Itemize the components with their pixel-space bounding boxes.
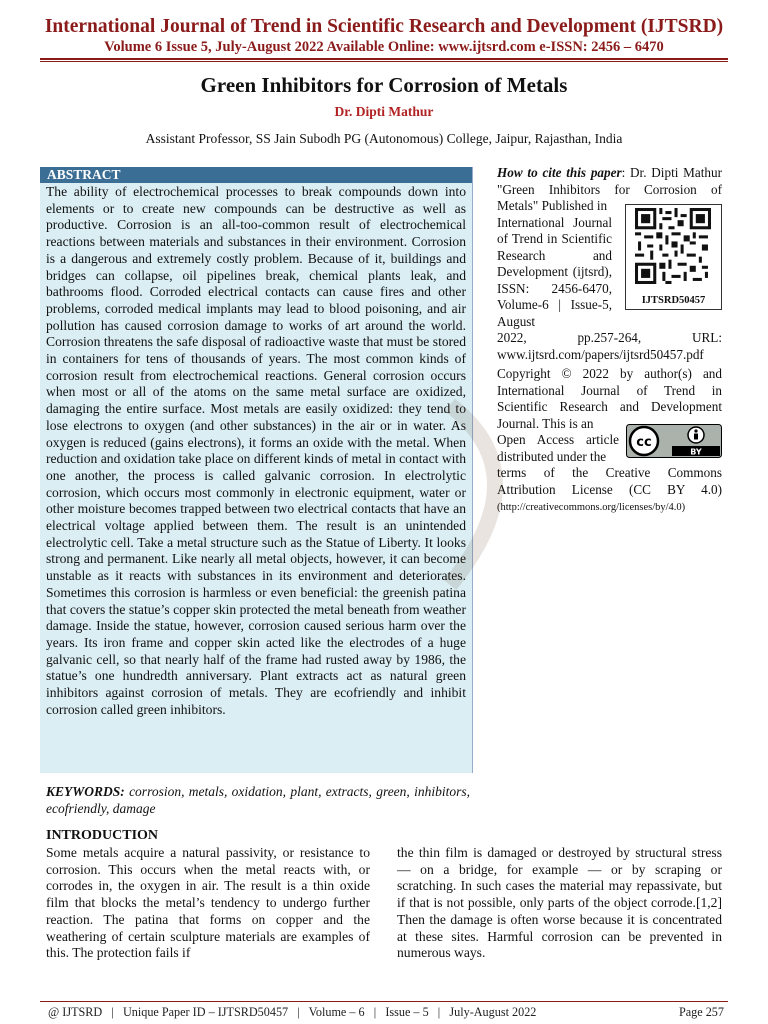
keywords-text: corrosion, metals, oxidation, plant, extracts, green, inhibitors, ecofriendly, damage: [46, 784, 470, 816]
introduction-heading: INTRODUCTION: [46, 828, 159, 843]
paper-title: Green Inhibitors for Corrosion of Metals: [200, 73, 568, 97]
copyright-rest: terms of the Creative Commons Attribution License (CC BY 4.0): [497, 465, 722, 497]
journal-name: International Journal of Trend in Scientific Research and Development (IJTSRD): [44, 16, 724, 37]
citation-rest: 2022, pp.257-264, URL: www.ijtsrd.com/papers/ijtsrd50457.pdf: [497, 330, 722, 362]
qr-code-icon: [635, 208, 711, 284]
page-number: Page 257: [678, 1005, 724, 1019]
cc-by-license-icon: [626, 424, 722, 458]
by-icon-text: BY: [690, 447, 702, 457]
cc-icon-text: cc: [636, 435, 652, 450]
footer-text: @ IJTSRD | Unique Paper ID – IJTSRD50457 | Volume – 6 | Issue – 5 | July-August 2022: [48, 1005, 537, 1019]
journal-seal-watermark-icon: [430, 395, 550, 595]
copyright-text: Copyright © 2022 by author(s) and International Journal of Trend in Scientific Research and Development Journal. This is an: [497, 366, 722, 431]
keywords-label: KEYWORDS:: [46, 784, 125, 799]
introduction-left-column: Some metals acquire a natural passivity, or resistance to corrosion. This occurs when the metal reacts with, or corrodes in, the oxygen in air. The result is a thin oxide film that blocks the metal’s tendency to undergo further reaction. The patina that forms on copper and the weathering of certain sculpture materials are examples of this. The protection fails if: [46, 845, 370, 961]
qr-code-label: IJTSRD50457: [641, 295, 706, 306]
keywords: [46, 783, 470, 817]
header-rule-thin: [40, 61, 728, 62]
citation-narrow: International Journal of Trend in Scientific Research and Development (ijtsrd), ISSN: 2456-6470, Volume-6 | Issue-5, August: [497, 214, 612, 329]
footer-rule: [40, 1001, 728, 1002]
citation-lead: : Dr. Dipti Mathur "Green Inhibitors for Corrosion of Metals" Published in: [497, 165, 722, 213]
header-rule: [40, 58, 728, 60]
copyright-narrow: Open Access article distributed under the: [497, 432, 619, 464]
page-footer: [48, 1005, 724, 1020]
introduction-right-column: the thin film is damaged or destroyed by structural stress — on a bridge, for example — or by scraping or scratching. In such cases the material may repassivate, but if that is not possible, only parts of the object corrode.[1,2] Then the damage is often worse because it is concentrated at these sites. Harmful corrosion can be prevented in numerous ways.: [397, 845, 722, 961]
author-affiliation: Assistant Professor, SS Jain Subodh PG (Autonomous) College, Jaipur, Rajasthan, India: [145, 131, 623, 146]
volume-info: Volume 6 Issue 5, July-August 2022 Available Online: www.ijtsrd.com e-ISSN: 2456 – 6470: [104, 39, 664, 55]
abstract-text: The ability of electrochemical processes to break compounds down into elements or to create new compounds can be destructive as well as productive. Corrosion is an all-too-common result of electrochemical reactions between materials and substances in their environment. Corrosion is a dangerous and extremely costly problem. Because of it, buildings and bridges can collapse, oil pipelines break, chemical plants leak, and bathrooms flood. Corroded electrical contacts can cause fires and other problems, corroded medical implants may lead to blood poisoning, and air pollution has caused corrosion damage to works of art around the world. Corrosion threatens the safe disposal of radioactive waste that must be stored in containers for tens of thousands of years. The most common kinds of corrosion result from electrochemical reactions. General corrosion occurs when most or all of the atoms on the same metal surface are oxidized, damaging the entire surface. Most metals are easily oxidized: they tend to lose electrons to oxygen (and other substances) in the air or in water. As oxygen is reduced (gains electrons), it forms an oxide with the metal. When reduction and oxidation take place on different kinds of metal in contact with one another, the process is called galvanic corrosion. In electrolytic corrosion, which occurs most commonly in electronic equipment, water or other moisture becomes trapped between two electrical contacts that have an electrical voltage applied between them. The result is an unintended electrolytic cell. Take a metal structure such as the Statue of Liberty. It looks strong and permanent. Like nearly all metal objects, however, it can become unstable as it reacts with substances in its environment and deteriorates. Sometimes this corrosion is harmless or even beneficial: the greenish patina that covers the statue’s copper skin protected the metal beneath from weather damage. Inside the statue, however, corrosion caused serious harm over the years. Its iron frame and copper skin acted like the electrodes of a huge galvanic cell, so that nearly half of the frame had rusted away by 1986, the statue’s one hundredth anniversary. Plant extracts act as natural green inhibitors against corrosion of metals. They are ecofriendly and inhibit corrosion called green inhibitors.: [46, 184, 466, 717]
citation-label: How to cite this paper: [497, 165, 622, 180]
paper-author: Dr. Dipti Mathur: [334, 104, 434, 119]
qr-code: [625, 204, 722, 310]
abstract-heading: ABSTRACT: [40, 167, 472, 183]
license-url: (http://creativecommons.org/licenses/by/4.0): [497, 502, 686, 513]
